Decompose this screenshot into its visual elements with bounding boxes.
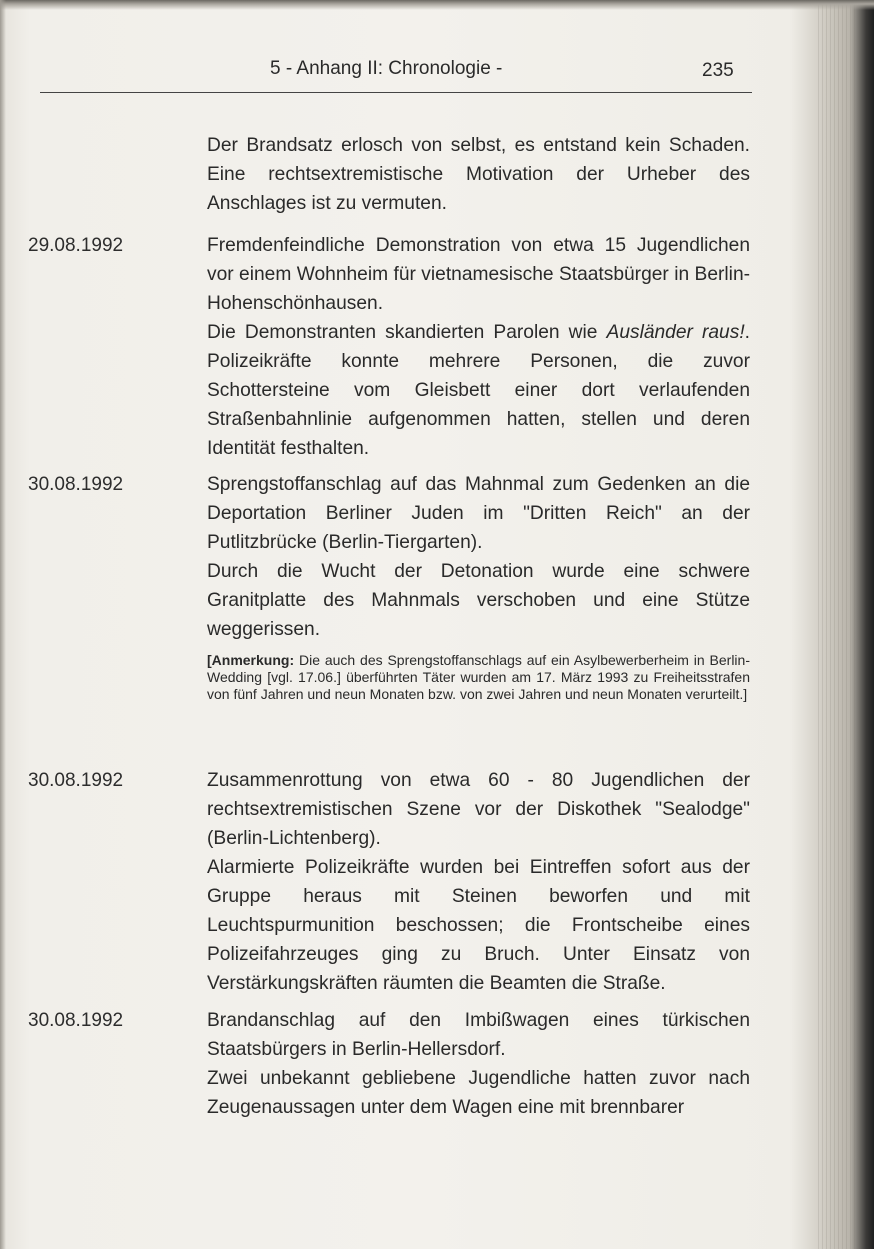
entry-text <box>207 1006 750 1122</box>
page-stack-edges <box>818 0 858 1249</box>
entry-date: 30.08.1992 <box>28 770 124 791</box>
entry-text <box>207 766 750 998</box>
header-title: 5 - Anhang II: Chronologie - <box>270 58 503 79</box>
note-text: Die auch des Sprengstoffanschlags auf ein Asylbewerberheim in Berlin-Wedding [vgl. 17.06.] überführten Täter wurden am 17. März 1993 zu Freiheitsstrafen von fünf Jahren und neun Monaten bzw. von zwei Jahren und neun Monaten verurteilt.] <box>207 652 750 702</box>
page-number: 235 <box>702 60 734 81</box>
note-paragraph <box>207 652 750 703</box>
intro-text-block <box>207 131 750 218</box>
entry-note <box>207 652 750 703</box>
paragraph-text: Die Demonstranten skandierten Parolen wie <box>207 322 607 343</box>
entry-paragraph: Alarmierte Polizeikräfte wurden bei Eintreffen sofort aus der Gruppe heraus mit Steinen beworfen und mit Leuchtspurmunition beschossen; die Frontscheibe eines Polizeifahrzeuges ging zu Bruch. Unter Einsatz von Verstärkungskräften räumten die Beamten die Straße. <box>207 857 750 994</box>
entry-paragraph: Brandanschlag auf den Imbißwagen eines türkischen Staatsbürgers in Berlin-Hellersdorf. <box>207 1010 750 1060</box>
entry-paragraph: Sprengstoffanschlag auf das Mahnmal zum Gedenken an die Deportation Berliner Juden im "Dritten Reich" an der Putlitzbrücke (Berlin-Tiergarten). <box>207 474 750 553</box>
entry-text <box>207 470 750 644</box>
entry-date: 30.08.1992 <box>28 1010 124 1031</box>
entry-paragraph: Fremdenfeindliche Demonstration von etwa 15 Jugendlichen vor einem Wohnheim für vietnamesische Staatsbürger in Berlin-Hohenschönhausen. <box>207 235 750 314</box>
intro-paragraph: Der Brandsatz erlosch von selbst, es entstand kein Schaden. Eine rechtsextremistische Motivation der Urheber des Anschlages ist zu vermuten. <box>207 135 750 214</box>
entry-date: 30.08.1992 <box>28 474 124 495</box>
entry-paragraph: Zusammenrottung von etwa 60 - 80 Jugendlichen der rechtsextremistischen Szene vor der Diskothek "Sealodge" (Berlin-Lichtenberg). <box>207 770 750 849</box>
note-label: [Anmerkung: <box>207 652 295 668</box>
paragraph-text: . Polizeikräfte konnte mehrere Personen, die zuvor Schottersteine vom Gleisbett einer dort verlaufenden Straßenbahnlinie aufgenommen hatten, stellen und deren Identität festhalten. <box>207 322 750 459</box>
top-shadow <box>0 0 874 10</box>
entry-paragraph: Zwei unbekannt gebliebene Jugendliche hatten zuvor nach Zeugenaussagen unter dem Wagen eine mit brennbarer <box>207 1068 750 1118</box>
entry-paragraph <box>207 318 750 463</box>
left-page-edge <box>0 0 6 1249</box>
entry-paragraph: Durch die Wucht der Detonation wurde eine schwere Granitplatte des Mahnmals verschoben und eine Stütze weggerissen. <box>207 561 750 640</box>
entry-date: 29.08.1992 <box>28 235 124 256</box>
page-header <box>40 56 752 93</box>
slogan-text: Ausländer raus! <box>606 322 745 343</box>
entry-text <box>207 231 750 463</box>
